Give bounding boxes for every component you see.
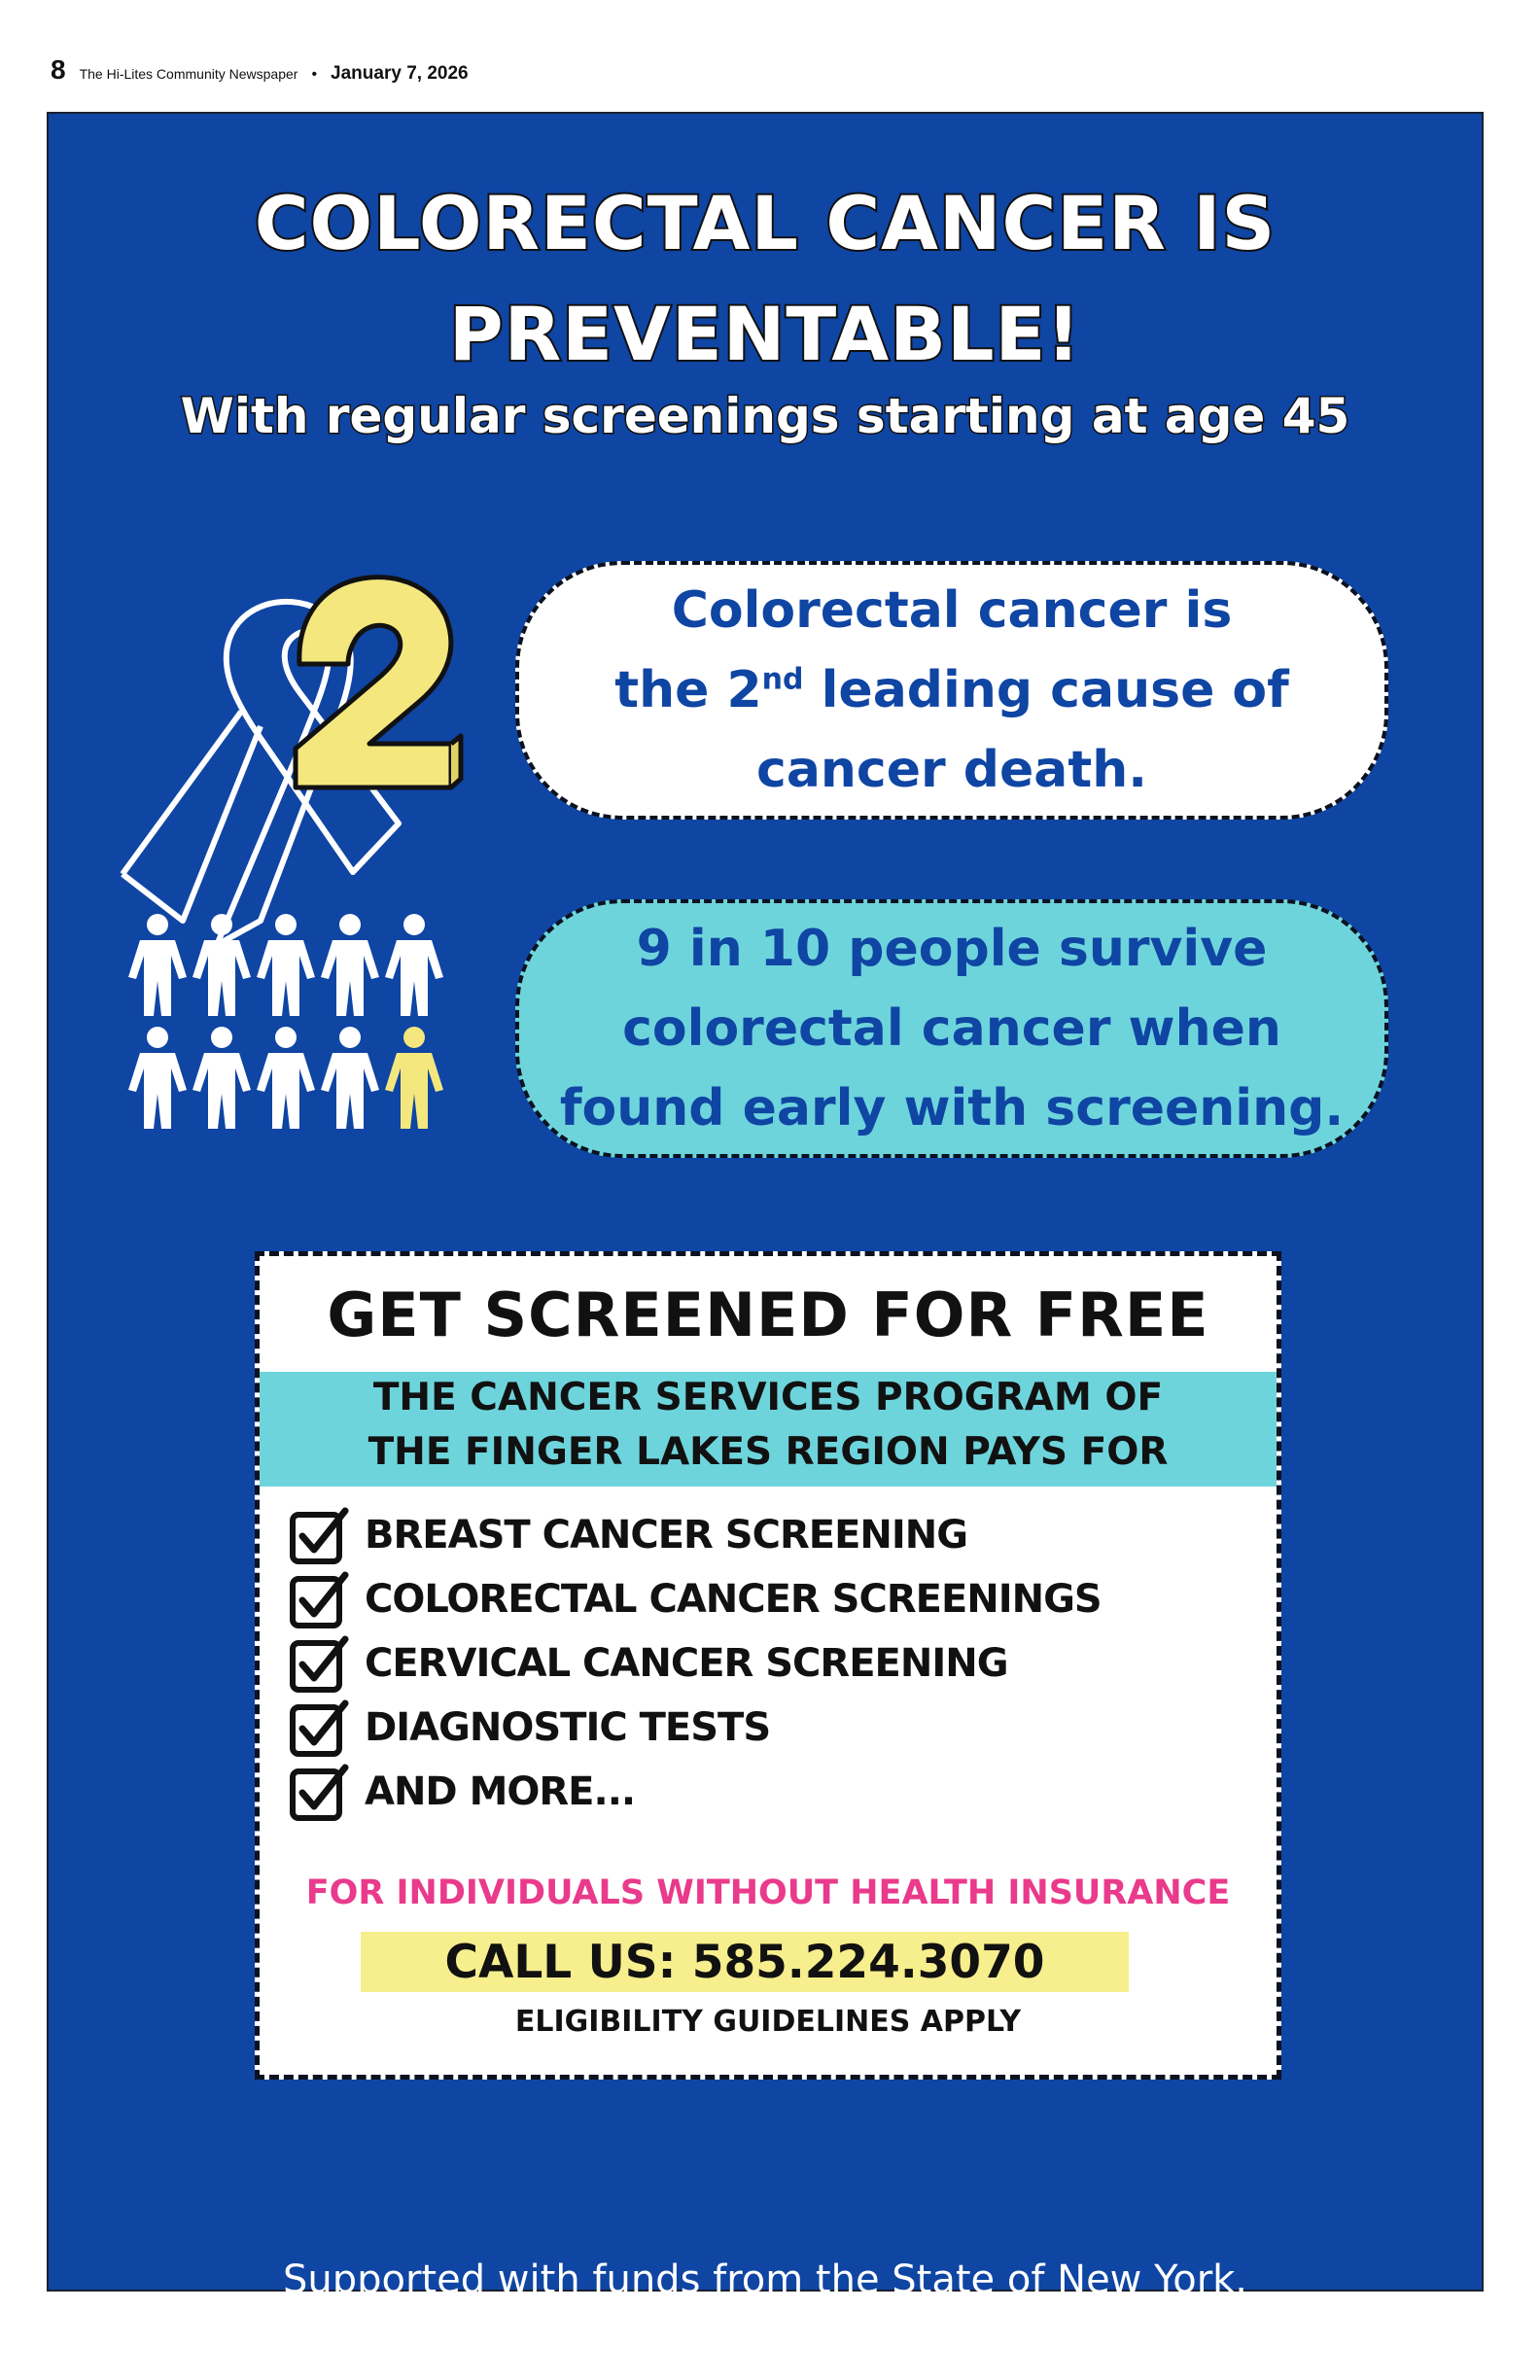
person-icon bbox=[385, 914, 443, 1016]
issue-date: January 7, 2026 bbox=[331, 63, 469, 84]
people-survival-graphic bbox=[121, 911, 498, 1261]
fact-pill-survival bbox=[515, 899, 1388, 1158]
headline-line-1: COLORECTAL CANCER IS bbox=[254, 180, 1277, 266]
guidelines-note: ELIGIBILITY GUIDELINES APPLY bbox=[514, 2005, 1022, 2039]
box-title: GET SCREENED FOR FREE bbox=[327, 1279, 1209, 1350]
colorectal-cancer-ad bbox=[47, 112, 1484, 2302]
list-item-label: DIAGNOSTIC TESTS bbox=[365, 1705, 771, 1750]
person-icon bbox=[321, 1027, 379, 1129]
fact1-line3: cancer death. bbox=[756, 741, 1147, 799]
person-icon bbox=[128, 914, 187, 1016]
headline-line-2: PREVENTABLE! bbox=[448, 291, 1082, 377]
fact-pill-leading-cause bbox=[515, 561, 1388, 820]
person-icon bbox=[257, 914, 315, 1016]
list-item-label: BREAST CANCER SCREENING bbox=[365, 1513, 968, 1558]
list-item bbox=[289, 1505, 1222, 1565]
checkbox-icon bbox=[289, 1762, 349, 1822]
call-us-phone[interactable]: CALL US: 585.224.3070 bbox=[444, 1935, 1045, 1989]
list-item bbox=[289, 1569, 1222, 1629]
funding-footer: Supported with funds from the State of New York. bbox=[282, 2258, 1248, 2302]
checkbox-icon bbox=[289, 1698, 349, 1758]
list-item bbox=[289, 1762, 1222, 1822]
program-band-line-1: THE CANCER SERVICES PROGRAM OF bbox=[372, 1376, 1164, 1419]
call-us-banner bbox=[361, 1932, 1129, 1992]
page-header bbox=[51, 54, 469, 86]
list-item-label: CERVICAL CANCER SCREENING bbox=[365, 1641, 1008, 1686]
person-icon-highlighted bbox=[385, 1027, 443, 1129]
program-band-line-2: THE FINGER LAKES REGION PAYS FOR bbox=[368, 1430, 1169, 1474]
person-icon bbox=[192, 1027, 251, 1129]
fact2-text: 9 in 10 people survive colorectal cancer when found early with screening. bbox=[559, 920, 1345, 1138]
list-item bbox=[289, 1633, 1222, 1694]
eligibility-note: FOR INDIVIDUALS WITHOUT HEALTH INSURANCE bbox=[305, 1873, 1231, 1912]
fact1-superscript: nd bbox=[761, 662, 804, 697]
program-band bbox=[260, 1372, 1277, 1487]
checkbox-icon bbox=[289, 1505, 349, 1565]
publication-name: The Hi-Lites Community Newspaper bbox=[79, 66, 298, 82]
checkbox-icon bbox=[289, 1569, 349, 1629]
person-icon bbox=[128, 1027, 187, 1129]
number-two-icon bbox=[274, 559, 469, 812]
fact1-line2-post: leading cause of bbox=[803, 661, 1289, 719]
checkbox-icon bbox=[289, 1633, 349, 1694]
fact1-line2-pre: the 2 bbox=[614, 661, 762, 719]
subheadline: With regular screenings starting at age 45 bbox=[180, 388, 1350, 444]
fact1-line1: Colorectal cancer is bbox=[671, 581, 1233, 640]
person-icon bbox=[257, 1027, 315, 1129]
fact1-text bbox=[614, 571, 1289, 810]
free-screening-box bbox=[255, 1251, 1281, 2080]
list-item bbox=[289, 1698, 1222, 1758]
person-icon bbox=[321, 914, 379, 1016]
fact1-line2 bbox=[614, 650, 1289, 730]
person-icon bbox=[192, 914, 251, 1016]
list-item-label: AND MORE... bbox=[365, 1769, 636, 1814]
header-separator: • bbox=[311, 66, 318, 83]
page-number: 8 bbox=[51, 54, 66, 85]
list-item-label: COLORECTAL CANCER SCREENINGS bbox=[365, 1577, 1102, 1622]
